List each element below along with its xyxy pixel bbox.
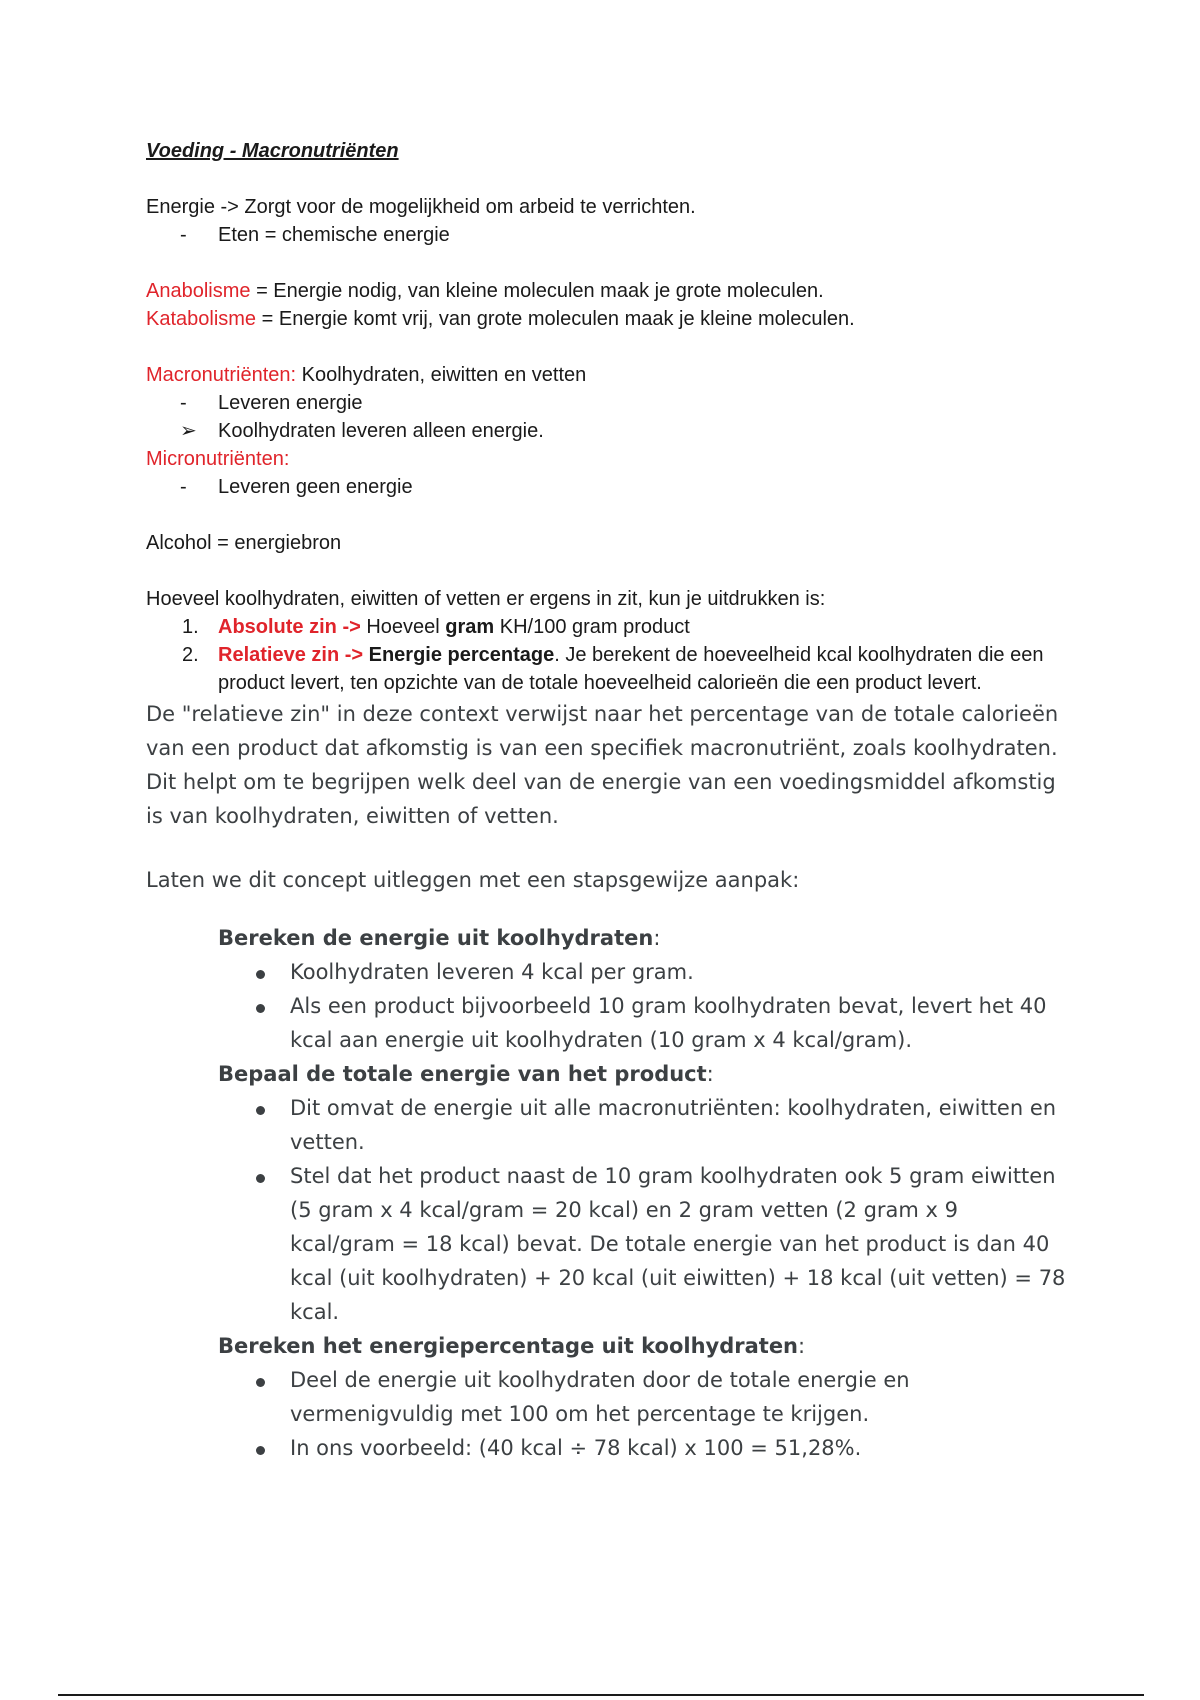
step-heading-text: Bereken de energie uit koolhydraten [218, 926, 654, 950]
number-marker: 1. [182, 616, 199, 638]
step-heading-text: Bereken het energiepercentage uit koolhydraten [218, 1334, 799, 1358]
item-text: KH/100 gram product [494, 616, 690, 638]
bullet-item [146, 1431, 1066, 1465]
bullet-text: Als een product bijvoorbeeld 10 gram koolhydraten bevat, levert het 40 kcal aan energie uit koolhydraten (10 gram x 4 kcal/gram). [290, 994, 1047, 1052]
bullet-item [146, 1159, 1066, 1329]
bullet-text: Dit omvat de energie uit alle macronutriënten: koolhydraten, eiwitten en vetten. [290, 1096, 1057, 1154]
list-item-text: Eten = chemische energie [218, 224, 450, 246]
bullet-dot-icon [256, 1106, 265, 1115]
hoeveel-intro: Hoeveel koolhydraten, eiwitten of vetten er ergens in zit, kun je uitdrukken is: [146, 588, 826, 610]
list-item-text: Leveren energie [218, 392, 363, 414]
number-marker: 2. [182, 644, 199, 666]
step-heading [146, 1329, 1066, 1363]
bullet-item [146, 1363, 1066, 1431]
numbered-item-absolute [146, 613, 1066, 641]
step-heading [146, 1057, 1066, 1091]
colon: : [653, 926, 661, 950]
definition-text: = Energie nodig, van kleine moleculen maak je grote moleculen. [250, 280, 824, 302]
list-item-text: Koolhydraten leveren alleen energie. [218, 420, 544, 442]
macronutrienten-line [146, 361, 1066, 389]
term-katabolisme: Katabolisme [146, 308, 257, 330]
katabolisme-definition [146, 305, 1066, 333]
arrow-marker-icon: ➢ [180, 420, 197, 442]
term-macronutrienten: Macronutriënten: [146, 364, 297, 386]
absolute-zin-label: Absolute zin -> [218, 616, 361, 638]
macronutrienten-text: Koolhydraten, eiwitten en vetten [296, 364, 587, 386]
step-heading [146, 921, 1066, 955]
definition-text: = Energie komt vrij, van grote moleculen maak je kleine moleculen. [256, 308, 855, 330]
list-item [146, 417, 1066, 445]
micronutrienten-line [146, 445, 1066, 473]
colon: : [798, 1334, 806, 1358]
bullet-dot-icon [256, 1446, 265, 1455]
bullet-dot-icon [256, 1174, 265, 1183]
energie-line: Energie -> Zorgt voor de mogelijkheid om arbeid te verrichten. [146, 196, 696, 218]
bullet-text: Koolhydraten leveren 4 kcal per gram. [290, 960, 694, 984]
explanation-intro: Laten we dit concept uitleggen met een stapsgewijze aanpak: [146, 868, 800, 892]
bullet-text: Stel dat het product naast de 10 gram koolhydraten ook 5 gram eiwitten (5 gram x 4 kcal/gram = 20 kcal) en 2 gram vetten (2 gram x 9 kcal/gram = 18 kcal) bevat. De totale energie van het product is dan 40 kcal (uit koolhydraten) + 20 kcal (uit eiwitten) + 18 kcal (uit vetten) = 78 kcal. [290, 1164, 1066, 1324]
relatieve-zin-label: Relatieve zin -> [218, 644, 364, 666]
bullet-item [146, 955, 1066, 989]
dash-marker: - [180, 224, 187, 246]
document-page [146, 140, 1066, 1465]
alcohol-line: Alcohol = energiebron [146, 532, 342, 554]
item-text: Hoeveel [360, 616, 446, 638]
explanation-section [146, 697, 1066, 1465]
term-micronutrienten: Micronutriënten: [146, 448, 290, 470]
bullet-item [146, 989, 1066, 1057]
item-text: . Je berekent de hoeveelheid kcal koolhydraten die een product levert, ten opzichte van de totale hoeveelheid calorieën die een product levert. [218, 644, 1044, 694]
step-heading-text: Bepaal de totale energie van het product [218, 1062, 707, 1086]
page-divider [58, 1694, 1144, 1696]
bullet-dot-icon [256, 970, 265, 979]
list-item [146, 473, 1066, 501]
anabolisme-definition [146, 277, 1066, 305]
page-title: Voeding - Macronutriënten [146, 140, 399, 162]
bullet-dot-icon [256, 1004, 265, 1013]
explanation-paragraph: De "relatieve zin" in deze context verwijst naar het percentage van de totale calorieën van een product dat afkomstig is van een specifiek macronutriënt, zoals koolhydraten. Dit helpt om te begrijpen welk deel van de energie van een voedingsmiddel afkomstig is van koolhydraten, eiwitten of vetten. [146, 702, 1059, 828]
item-bold-text: Energie percentage [363, 644, 555, 666]
numbered-item-relative [146, 641, 1066, 697]
dash-marker: - [180, 392, 187, 414]
colon: : [706, 1062, 714, 1086]
bullet-text: Deel de energie uit koolhydraten door de totale energie en vermenigvuldig met 100 om het percentage te krijgen. [290, 1368, 910, 1426]
list-item [146, 389, 1066, 417]
term-anabolisme: Anabolisme [146, 280, 251, 302]
bullet-text: In ons voorbeeld: (40 kcal ÷ 78 kcal) x 100 = 51,28%. [290, 1436, 862, 1460]
list-item-text: Leveren geen energie [218, 476, 413, 498]
item-bold-text: gram [445, 616, 495, 638]
bullet-dot-icon [256, 1378, 265, 1387]
bullet-item [146, 1091, 1066, 1159]
dash-marker: - [180, 476, 187, 498]
list-item [146, 221, 1066, 249]
